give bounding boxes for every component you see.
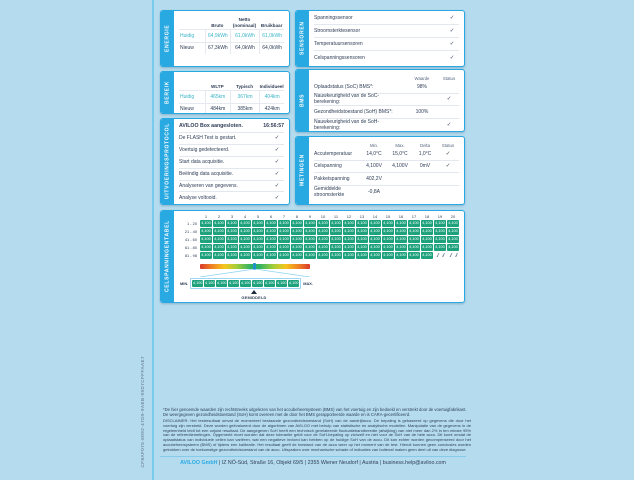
bms-row bbox=[314, 81, 459, 94]
check-icon: ✓ bbox=[449, 41, 455, 47]
panel-metingen bbox=[295, 136, 465, 205]
bms-label: Gezondheidstoestand (SoH) BMS*: bbox=[314, 108, 393, 115]
bms-header-row bbox=[314, 71, 459, 81]
panel-sensoren-label: SENSOREN bbox=[296, 11, 309, 66]
bereik-column-header-0: WLTP bbox=[211, 83, 224, 89]
metingen-label: Accutemperatuur bbox=[314, 150, 353, 157]
cell-voltage: 4,100 bbox=[214, 253, 224, 257]
cell-voltage: 4,100 bbox=[435, 245, 445, 249]
bereik-table bbox=[179, 73, 284, 114]
cell-voltage: 4,100 bbox=[357, 253, 367, 257]
col-number: 12 bbox=[346, 214, 352, 219]
cell-voltage: 4,100 bbox=[422, 245, 432, 249]
report-serial-number: CF8AF075-6092-47D9-9AEB-99D7CFFFAAE7 bbox=[140, 356, 145, 468]
col-number: 9 bbox=[308, 214, 312, 219]
metingen-label: Gemiddelde stroomsterkte bbox=[314, 185, 345, 198]
cell-voltage: 4,100 bbox=[305, 253, 315, 257]
check-icon: ✓ bbox=[274, 171, 280, 178]
bms-waarde: 98% bbox=[416, 83, 427, 90]
col-number: 15 bbox=[385, 214, 391, 219]
metingen-label: Celspanning bbox=[314, 163, 342, 170]
col-number: 2 bbox=[217, 214, 221, 219]
check-icon: ✓ bbox=[274, 135, 280, 142]
metingen-max: 15,0°C bbox=[392, 150, 408, 157]
cell-voltage: 4,100 bbox=[292, 253, 302, 257]
cell-voltage: 4,100 bbox=[318, 237, 328, 241]
zoom-callout-lines bbox=[200, 269, 310, 277]
cell-voltage: 4,100 bbox=[227, 229, 237, 233]
energie-value-2: 64,0kWh bbox=[259, 43, 284, 55]
grid-row-label: 61 - 80 bbox=[184, 245, 197, 250]
col-number: 7 bbox=[282, 214, 286, 219]
check-icon: ✓ bbox=[274, 159, 280, 166]
cell-voltage: 4,100 bbox=[240, 221, 250, 225]
strip-cell: 4,100 bbox=[228, 281, 239, 285]
panel-uitvoeringsprotocol-label: UITVOERINGSPROTOCOL bbox=[161, 119, 174, 204]
bereik-value-1: 367km bbox=[230, 91, 260, 103]
bereik-row bbox=[179, 103, 284, 115]
check-icon: ✓ bbox=[274, 147, 280, 154]
protocol-row bbox=[179, 181, 284, 193]
sensor-row bbox=[314, 38, 459, 51]
metingen-min: 402,2V bbox=[366, 175, 382, 182]
metingen-row bbox=[314, 173, 459, 186]
metingen-row bbox=[314, 161, 459, 174]
bereik-column-header-2: Individueel bbox=[259, 83, 284, 89]
bms-list bbox=[314, 81, 459, 131]
cell-voltage: 4,100 bbox=[240, 245, 250, 249]
cell-voltage: 4,100 bbox=[240, 237, 250, 241]
cell-voltage: 4,100 bbox=[201, 245, 211, 249]
bereik-value-1: 385km bbox=[230, 104, 260, 115]
cell-voltage: 4,100 bbox=[383, 253, 393, 257]
cell-voltage: 4,100 bbox=[435, 221, 445, 225]
check-icon: ✓ bbox=[449, 54, 455, 61]
cell-voltage: 4,100 bbox=[240, 253, 250, 257]
check-icon: ✓ bbox=[449, 15, 455, 21]
energie-row-label: Huidig bbox=[180, 32, 195, 39]
energie-row bbox=[179, 29, 284, 42]
cell-voltage: 4,100 bbox=[370, 229, 380, 233]
cell-voltage: 4,100 bbox=[292, 237, 302, 241]
cell-voltage: 4,100 bbox=[266, 253, 276, 257]
cell-voltage: 4,100 bbox=[214, 245, 224, 249]
sensor-row bbox=[314, 51, 459, 64]
cell-voltage: 4,100 bbox=[435, 237, 445, 241]
energie-value-0: 67,3kWh bbox=[205, 43, 230, 55]
check-icon: ✓ bbox=[445, 150, 451, 157]
col-number: 13 bbox=[359, 214, 365, 219]
panel-uitvoeringsprotocol bbox=[160, 118, 290, 205]
cell-voltage: 4,100 bbox=[422, 253, 432, 257]
cell-voltage: 4,100 bbox=[292, 229, 302, 233]
company-footer bbox=[160, 456, 466, 466]
protocol-row bbox=[179, 192, 284, 204]
cell-voltage: 4,100 bbox=[370, 245, 380, 249]
sensor-row bbox=[314, 12, 459, 25]
cell-voltage: 4,100 bbox=[201, 237, 211, 241]
cell-voltage: 4,100 bbox=[409, 253, 419, 257]
strip-cells bbox=[190, 278, 301, 289]
check-icon: ✓ bbox=[446, 96, 452, 103]
cell-voltage: 4,100 bbox=[370, 237, 380, 241]
panel-bereik bbox=[160, 71, 290, 114]
cell-voltage: 4,100 bbox=[318, 245, 328, 249]
cell-voltage: 4,100 bbox=[253, 237, 263, 241]
grid-row-label: 41 - 60 bbox=[184, 237, 197, 242]
cell-voltage: 4,100 bbox=[266, 221, 276, 225]
col-number: 3 bbox=[230, 214, 234, 219]
cell-voltage: 4,100 bbox=[396, 253, 406, 257]
check-icon: ✓ bbox=[449, 28, 455, 34]
cell-voltage: 4,100 bbox=[305, 221, 315, 225]
cell-voltage: 4,100 bbox=[253, 221, 263, 225]
metingen-label: Pakketspanning bbox=[314, 175, 350, 182]
empty-cell-icon bbox=[447, 252, 459, 259]
average-pointer-icon bbox=[251, 290, 257, 294]
col-number: 10 bbox=[320, 214, 326, 219]
cell-voltage: 4,100 bbox=[331, 229, 341, 233]
cell-voltage: 4,100 bbox=[422, 221, 432, 225]
col-number: 16 bbox=[398, 214, 404, 219]
energie-row-label: Nieuw bbox=[180, 45, 194, 52]
cell-voltage: 4,100 bbox=[240, 229, 250, 233]
col-number: 6 bbox=[269, 214, 273, 219]
col-number: 4 bbox=[243, 214, 247, 219]
cell-voltage: 4,100 bbox=[344, 237, 354, 241]
col-number: 19 bbox=[437, 214, 443, 219]
cell-voltage: 4,100 bbox=[409, 245, 419, 249]
grid-corner bbox=[177, 214, 199, 219]
cell-voltage: 4,100 bbox=[396, 245, 406, 249]
bms-row bbox=[314, 106, 459, 119]
left-divider-line bbox=[152, 0, 154, 480]
empty-cell-icon bbox=[434, 252, 446, 259]
energie-value-1: 64,0kWh bbox=[230, 43, 260, 55]
col-number: 14 bbox=[372, 214, 378, 219]
cell-voltage: 4,100 bbox=[448, 221, 458, 225]
cell-voltage: 4,100 bbox=[344, 253, 354, 257]
cell-voltage: 4,100 bbox=[422, 237, 432, 241]
cell-voltage: 4,100 bbox=[318, 221, 328, 225]
company-name: AVILOO GmbH bbox=[180, 460, 218, 466]
bms-label: Oplaadstatus (SoC) BMS*: bbox=[314, 83, 374, 90]
max-label: MAX. bbox=[303, 281, 313, 286]
energie-column-header-1: Netto (nominaal) bbox=[232, 17, 257, 28]
bms-row bbox=[314, 119, 459, 132]
cell-voltage: 4,100 bbox=[331, 245, 341, 249]
metingen-delta: 1,0°C bbox=[418, 150, 432, 157]
sensor-label: Celspanningssensoren bbox=[314, 54, 365, 61]
cell-voltage: 4,100 bbox=[396, 221, 406, 225]
cell-voltage: 4,100 bbox=[331, 237, 341, 241]
col-number: 20 bbox=[450, 214, 456, 219]
cell-voltage: 4,100 bbox=[409, 237, 419, 241]
sensor-label: Temperatuursensoren bbox=[314, 41, 363, 47]
bms-label: Nauwkeurigheid van de SoH-berekening: bbox=[314, 118, 380, 131]
strip-cell: 4,100 bbox=[204, 281, 215, 285]
disclaimer-text: DISCLAIMER: Het testresultaat omvat de momenteel bestaande gezondheidstoestand (SoH) van de aandrijfaccu. De bepaling is gebaseerd op gegevens die door het voertuig zijn verstrekt. Deze worden geëvalueerd door de algoritmen van AVILOO met behulp van statistische en analytische modellen. Manipulatie van de gegevens in de regeleenheid leidt tot een onjuist resultaat. De aangegeven SoH heeft een technisch gerelateerde fluctuatiebandbreedte (afwijking) van niet meer dan 2% in ten minste 95% van de referentiemetingen. Opgemerkt moet worden dat deze tolerantie geldt voor de SoH-bepaling op zichzelf en niet voor de SoH van de hele accu. Dit komt omdat de oplaadstatus van individuele cellen kan variëren, wat een negatieve invloed kan hebben op de huidige SoH van de accu. Dit kan echter worden gecompenseerd door het accubeheersysteem (BMS) of tijdens een kalibratie. Het resultaat geeft de toestand van de accu weer op het moment van de test. Hieruit kunnen geen conclusies worden getrokken over de toekomstige gezondheidstoestand van de accu. Uitspraken over mechanische schade of indicaties van buitenaf maken geen deel uit van deze diagnose. bbox=[163, 419, 471, 452]
min-max-strip bbox=[180, 278, 313, 289]
panel-energie bbox=[160, 10, 290, 67]
cell-voltage: 4,100 bbox=[370, 221, 380, 225]
protocol-step: De FLASH Test is gestart. bbox=[179, 135, 237, 142]
cell-voltage: 4,100 bbox=[409, 229, 419, 233]
protocol-step: Analyseren van gegevens. bbox=[179, 183, 238, 189]
cell-voltage-grid bbox=[177, 214, 459, 259]
bereik-value-2: 404km bbox=[259, 91, 284, 103]
bereik-value-2: 424km bbox=[259, 104, 284, 115]
cell-voltage: 4,100 bbox=[266, 237, 276, 241]
strip-cell: 4,100 bbox=[276, 281, 287, 285]
metingen-min: 4,100V bbox=[366, 163, 382, 170]
protocol-step: Analyse voltooid. bbox=[179, 195, 217, 202]
energie-value-2: 61,0kWh bbox=[259, 30, 284, 42]
col-number: 11 bbox=[333, 214, 339, 219]
protocol-connect-label: AVILOO Box aangesloten. bbox=[179, 123, 243, 129]
cell-voltage: 4,100 bbox=[357, 229, 367, 233]
right-edge-strip bbox=[634, 0, 640, 480]
cell-voltage: 4,100 bbox=[435, 229, 445, 233]
bereik-column-header-1: Typisch bbox=[235, 83, 254, 89]
cell-voltage: 4,100 bbox=[292, 245, 302, 249]
panel-bereik-label: BEREIK bbox=[161, 72, 174, 113]
bms-note-text: *De hier genoemde waarden zijn rechtstreeks uitgelezen van het accubeheersysteem (BMS) van het voertuig en zijn bedoeld en verstrekt door de voertuigfabrikant. De weergegeven gezondheidstoestand (SoH) komt overeen met de door het BMS gerapporteerde waarde en is CARA-gecertificeerd. bbox=[163, 407, 467, 418]
protocol-connect-row bbox=[179, 120, 284, 133]
cell-voltage: 4,100 bbox=[201, 229, 211, 233]
metingen-header-max: Max. bbox=[395, 143, 405, 148]
strip-cell: 4,100 bbox=[264, 281, 275, 285]
col-number: 18 bbox=[424, 214, 430, 219]
cell-voltage: 4,100 bbox=[422, 229, 432, 233]
panel-metingen-label: METINGEN bbox=[296, 137, 309, 204]
metingen-row bbox=[314, 186, 459, 199]
cell-voltage: 4,100 bbox=[279, 245, 289, 249]
energie-value-0: 64,9kWh bbox=[205, 30, 230, 42]
energie-row bbox=[179, 42, 284, 55]
cell-voltage: 4,100 bbox=[318, 229, 328, 233]
cell-voltage: 4,100 bbox=[396, 237, 406, 241]
protocol-step: Beëindig data acquisitie. bbox=[179, 171, 234, 178]
strip-cell: 4,100 bbox=[216, 281, 227, 285]
bereik-value-0: 465km bbox=[205, 91, 230, 103]
strip-cell: 4,100 bbox=[192, 281, 203, 285]
bms-row bbox=[314, 94, 459, 107]
cell-voltage: 4,100 bbox=[214, 229, 224, 233]
cell-voltage: 4,100 bbox=[370, 253, 380, 257]
sensor-label: Stroomsterktesensor bbox=[314, 28, 361, 34]
cell-voltage: 4,100 bbox=[279, 237, 289, 241]
col-number: 17 bbox=[411, 214, 417, 219]
energie-column-header-2: Bruikbaar bbox=[260, 22, 283, 28]
cell-voltage: 4,100 bbox=[214, 221, 224, 225]
cell-voltage: 4,100 bbox=[253, 245, 263, 249]
metingen-delta: 0mV bbox=[419, 163, 431, 170]
bereik-value-0: 484km bbox=[205, 104, 230, 115]
protocol-row bbox=[179, 145, 284, 157]
metingen-min: -0,8A bbox=[368, 188, 380, 195]
cell-voltage: 4,100 bbox=[227, 253, 237, 257]
strip-cell: 4,100 bbox=[288, 281, 299, 285]
cell-voltage: 4,100 bbox=[214, 237, 224, 241]
cell-voltage: 4,100 bbox=[344, 229, 354, 233]
cell-voltage: 4,100 bbox=[201, 253, 211, 257]
bereik-header-row bbox=[179, 75, 284, 90]
energie-value-1: 61,0kWh bbox=[230, 30, 260, 42]
sensoren-list bbox=[309, 11, 464, 66]
bms-waarde: 100% bbox=[415, 108, 429, 115]
check-icon: ✓ bbox=[446, 121, 452, 128]
sensor-label: Spanningssensor bbox=[314, 15, 353, 21]
min-label: MIN. bbox=[180, 281, 189, 286]
energie-header-row bbox=[179, 14, 284, 29]
panel-sensoren bbox=[295, 10, 465, 67]
cell-voltage: 4,100 bbox=[357, 221, 367, 225]
bereik-row-label: Huidig bbox=[180, 93, 195, 100]
strip-cell: 4,100 bbox=[252, 281, 263, 285]
cell-voltage: 4,100 bbox=[253, 229, 263, 233]
cell-voltage: 4,100 bbox=[279, 253, 289, 257]
panel-bms bbox=[295, 69, 465, 132]
strip-cell: 4,100 bbox=[240, 281, 251, 285]
cell-voltage: 4,100 bbox=[227, 237, 237, 241]
bms-header-waarde: Waarde bbox=[414, 76, 430, 81]
cell-voltage: 4,100 bbox=[331, 253, 341, 257]
grid-row-label: 21 - 40 bbox=[184, 229, 197, 234]
sensor-row bbox=[314, 25, 459, 38]
cell-voltage: 4,100 bbox=[305, 245, 315, 249]
check-icon: ✓ bbox=[274, 183, 280, 189]
cell-voltage: 4,100 bbox=[383, 221, 393, 225]
metingen-header-min: Min. bbox=[369, 143, 379, 148]
cell-voltage: 4,100 bbox=[344, 245, 354, 249]
cell-voltage: 4,100 bbox=[305, 237, 315, 241]
energie-column-header-0: Bruto bbox=[211, 22, 224, 28]
cell-voltage: 4,100 bbox=[227, 245, 237, 249]
metingen-max: 4,100V bbox=[392, 163, 408, 170]
protocol-connect-time: 16:56:57 bbox=[263, 123, 284, 129]
metingen-list bbox=[314, 148, 459, 198]
panel-celspanningentabel-label: CELSPANNINGENTABEL bbox=[161, 211, 174, 302]
cell-voltage: 4,100 bbox=[279, 221, 289, 225]
cell-voltage: 4,100 bbox=[331, 221, 341, 225]
cell-voltage: 4,100 bbox=[383, 245, 393, 249]
cell-voltage: 4,100 bbox=[396, 229, 406, 233]
cell-voltage: 4,100 bbox=[383, 237, 393, 241]
cell-voltage: 4,100 bbox=[305, 229, 315, 233]
cell-voltage: 4,100 bbox=[409, 221, 419, 225]
col-number: 8 bbox=[295, 214, 299, 219]
cell-voltage: 4,100 bbox=[344, 221, 354, 225]
bereik-row bbox=[179, 90, 284, 103]
check-icon: ✓ bbox=[274, 195, 280, 202]
bereik-row-label: Nieuw bbox=[180, 106, 194, 113]
protocol-step: Start data acquisitie. bbox=[179, 159, 225, 166]
col-number: 1 bbox=[204, 214, 208, 219]
check-icon: ✓ bbox=[445, 163, 451, 170]
cell-voltage: 4,100 bbox=[357, 245, 367, 249]
cell-voltage: 4,100 bbox=[201, 221, 211, 225]
cell-voltage: 4,100 bbox=[448, 245, 458, 249]
cell-voltage: 4,100 bbox=[292, 221, 302, 225]
average-label: GEMIDDELD bbox=[241, 295, 267, 300]
protocol-row bbox=[179, 169, 284, 181]
protocol-row bbox=[179, 157, 284, 169]
cell-voltage: 4,100 bbox=[253, 253, 263, 257]
panel-energie-label: ENERGIE bbox=[161, 11, 174, 66]
cell-voltage: 4,100 bbox=[357, 237, 367, 241]
cell-voltage: 4,100 bbox=[448, 237, 458, 241]
protocol-row bbox=[179, 133, 284, 145]
protocol-step: Voertuig gedetecteerd. bbox=[179, 147, 230, 154]
col-number: 5 bbox=[256, 214, 260, 219]
company-address: | IZ NÖ-Süd, Straße 16, Objekt 69/5 | 2355 Wiener Neudorf | Austria | business.help@aviloo.com bbox=[218, 460, 446, 466]
panel-celspanningentabel bbox=[160, 210, 465, 303]
cell-voltage: 4,100 bbox=[266, 229, 276, 233]
bms-header-status: Status bbox=[442, 76, 456, 81]
metingen-min: 14,0°C bbox=[366, 150, 382, 157]
grid-row-label: 1 - 20 bbox=[187, 221, 197, 226]
metingen-header-delta: Delta bbox=[419, 143, 431, 148]
metingen-header-status: Status bbox=[441, 143, 455, 148]
bms-label: Nauwkeurigheid van de SoC-berekening: bbox=[314, 93, 380, 106]
cell-voltage: 4,100 bbox=[266, 245, 276, 249]
energie-table bbox=[179, 12, 284, 54]
cell-voltage: 4,100 bbox=[318, 253, 328, 257]
metingen-header-row bbox=[314, 138, 459, 148]
panel-bms-label: BMS bbox=[296, 70, 309, 131]
metingen-row bbox=[314, 148, 459, 161]
cell-voltage: 4,100 bbox=[383, 229, 393, 233]
cell-voltage: 4,100 bbox=[279, 229, 289, 233]
grid-row-label: 81 - 98 bbox=[184, 253, 197, 258]
protocol-list bbox=[179, 133, 284, 204]
cell-voltage: 4,100 bbox=[227, 221, 237, 225]
cell-voltage: 4,100 bbox=[448, 229, 458, 233]
